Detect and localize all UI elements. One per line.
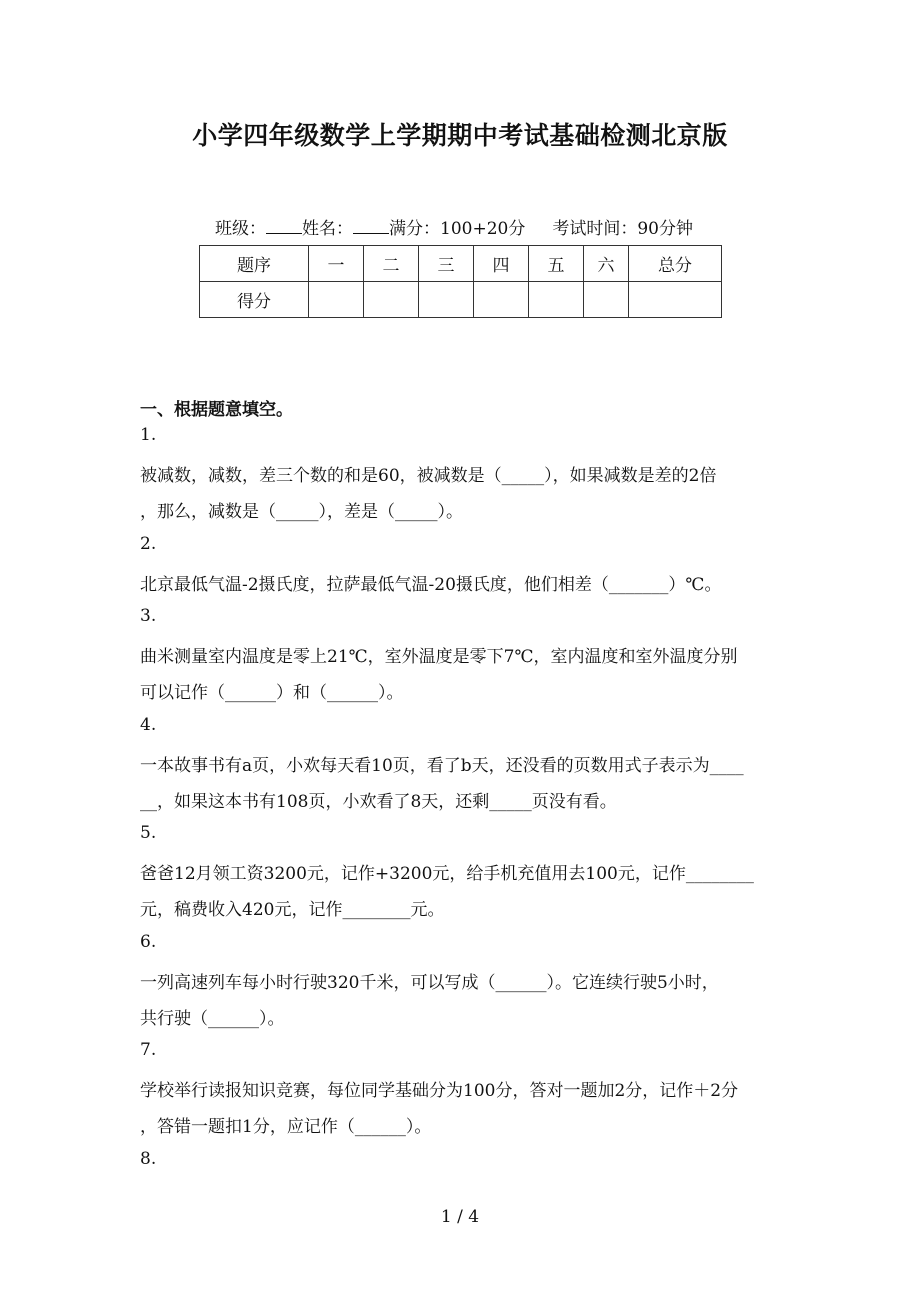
score-cell[interactable] xyxy=(364,282,419,318)
section-heading: 一、根据题意填空。 xyxy=(140,400,293,420)
page-number: 1 / 4 xyxy=(440,1207,480,1227)
score-cell[interactable] xyxy=(584,282,629,318)
question-number: 6. xyxy=(140,932,157,952)
score-cell[interactable] xyxy=(474,282,529,318)
question-number: 3. xyxy=(140,606,157,626)
class-label: 班级： xyxy=(215,219,266,239)
question-number: 2. xyxy=(140,534,157,554)
question-text: __，如果这本书有108页，小欢看了8天，还剩_____页没有看。 xyxy=(140,792,617,812)
question-text: ，答错一题扣1分，应记作（______）。 xyxy=(140,1117,432,1137)
header-cell: 四 xyxy=(474,246,529,282)
score-cell[interactable] xyxy=(309,282,364,318)
question-text: 曲米测量室内温度是零上21℃，室外温度是零下7℃，室内温度和室外温度分别 xyxy=(140,647,738,667)
question-text: 一列高速列车每小时行驶320千米，可以写成（______）。它连续行驶5小时， xyxy=(140,973,719,993)
question-number: 7. xyxy=(140,1040,157,1060)
header-cell: 三 xyxy=(419,246,474,282)
score-cell[interactable] xyxy=(419,282,474,318)
header-cell: 五 xyxy=(529,246,584,282)
question-text: 被减数，减数，差三个数的和是60，被减数是（_____），如果减数是差的2倍 xyxy=(140,466,717,486)
header-cell: 二 xyxy=(364,246,419,282)
question-text: 学校举行读报知识竞赛，每位同学基础分为100分，答对一题加2分，记作＋2分 xyxy=(140,1081,739,1101)
question-text: 可以记作（______）和（______）。 xyxy=(140,683,404,703)
name-label: 姓名： xyxy=(302,219,353,239)
score-label: 满分：100+20分 xyxy=(389,219,526,239)
question-number: 8. xyxy=(140,1149,157,1169)
row-label-cell: 得分 xyxy=(200,282,309,318)
header-cell: 总分 xyxy=(629,246,722,282)
question-text: 北京最低气温-2摄氏度，拉萨最低气温-20摄氏度，他们相差（_______）℃。 xyxy=(140,575,722,595)
question-number: 4. xyxy=(140,715,157,735)
name-blank xyxy=(353,219,389,234)
question-text: 元，稿费收入420元，记作________元。 xyxy=(140,900,445,920)
question-text: 爸爸12月领工资3200元，记作+3200元，给手机充值用去100元，记作________ xyxy=(140,864,754,884)
class-blank xyxy=(266,219,302,234)
question-text: 共行驶（______）。 xyxy=(140,1009,285,1029)
question-number: 5. xyxy=(140,823,157,843)
header-cell: 一 xyxy=(309,246,364,282)
question-number: 1. xyxy=(140,425,157,445)
page-title: 小学四年级数学上学期期中考试基础检测北京版 xyxy=(192,121,728,150)
score-table-score-row xyxy=(200,282,722,318)
score-table-header-row xyxy=(200,246,722,282)
header-cell: 六 xyxy=(584,246,629,282)
exam-info-line xyxy=(215,214,693,239)
time-label: 考试时间：90分钟 xyxy=(552,219,693,239)
score-cell[interactable] xyxy=(629,282,722,318)
question-text: ，那么，减数是（_____），差是（_____）。 xyxy=(140,502,463,522)
question-text: 一本故事书有a页，小欢每天看10页，看了b天，还没看的页数用式子表示为____ xyxy=(140,756,744,776)
score-cell[interactable] xyxy=(529,282,584,318)
header-cell: 题序 xyxy=(200,246,309,282)
score-table xyxy=(199,245,722,318)
